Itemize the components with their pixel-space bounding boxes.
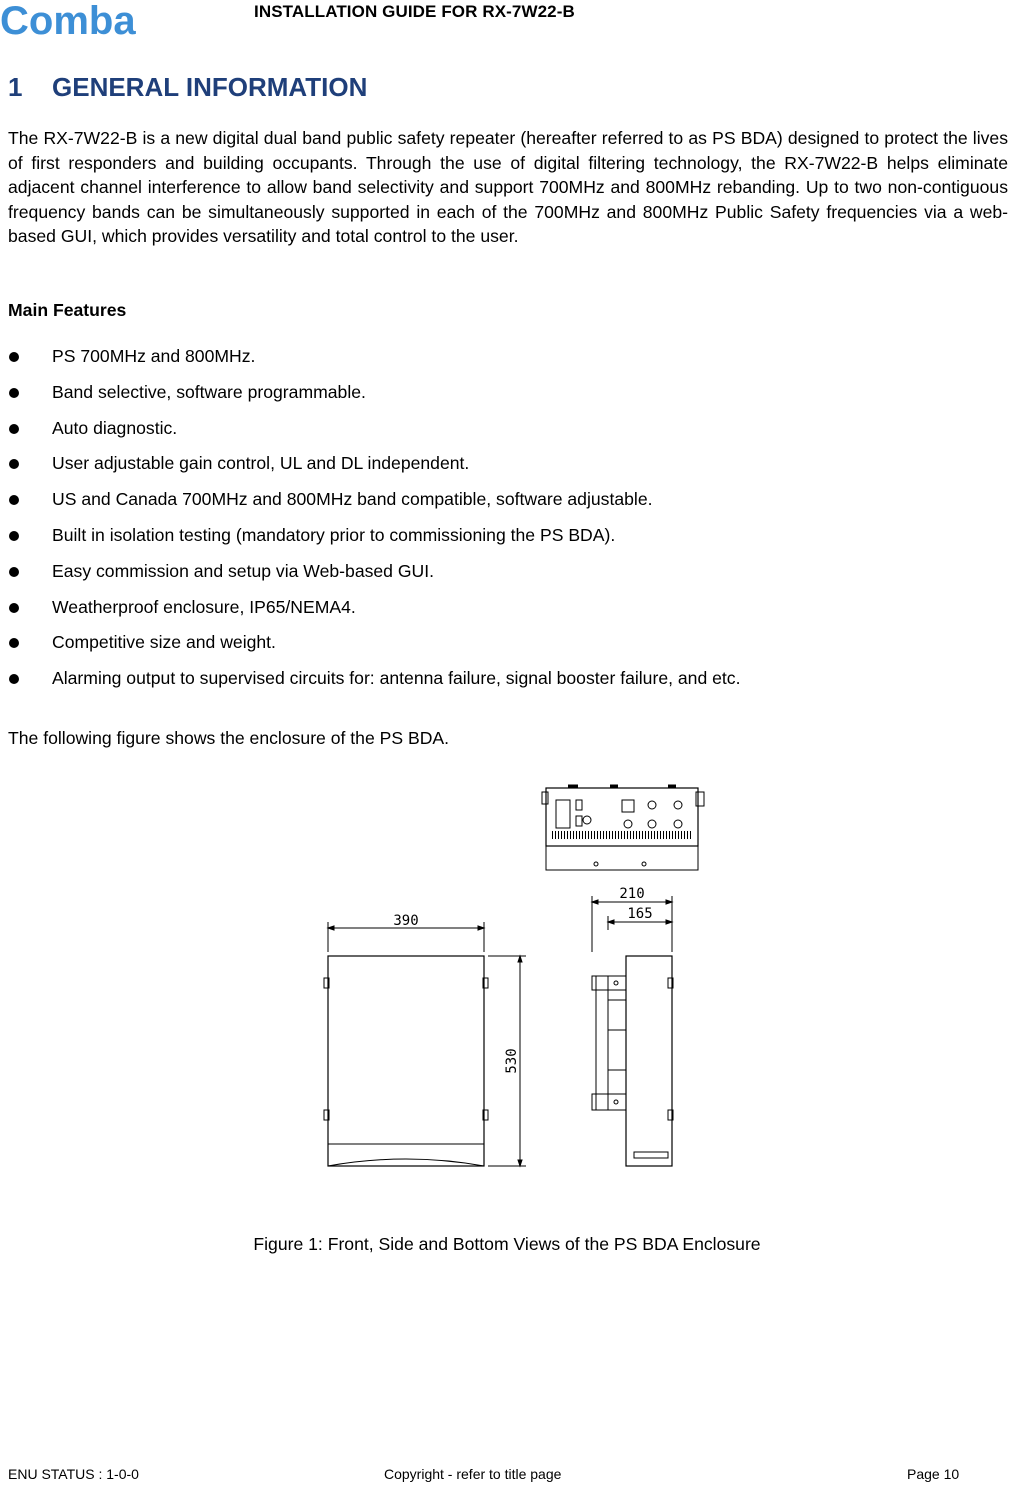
section-number: 1 [8,72,23,102]
depth-body-dimension-label: 165 [627,906,653,922]
list-item: Competitive size and weight. [8,630,740,666]
list-item: Alarming output to supervised circuits for: antenna failure, signal booster failure, and etc. [8,666,740,702]
section-heading [8,72,367,103]
list-item: Band selective, software programmable. [8,380,740,416]
list-item: PS 700MHz and 800MHz. [8,344,740,380]
page-number: Page 10 [907,1466,960,1482]
side-view [592,896,673,1166]
width-dimension-label: 390 [393,913,419,929]
bullet-icon [9,495,19,505]
front-view [324,922,526,1166]
bullet-icon [9,388,19,398]
intro-paragraph: The RX-7W22-B is a new digital dual band public safety repeater (hereafter referred to as PS BDA) designed to protect the lives of first responders and building occupants. Through the use of digital filtering technology, the RX-7W22-B helps eliminate adjacent channel interference to allow band selectivity and support 700MHz and 800MHz rebanding. Up to two non-contiguous frequency bands can be simultaneously supported in each of the 700MHz and 800MHz Public Safety frequencies via a web-based GUI, which provides versatility and total control to the user. [8,128,1008,247]
bullet-icon [9,638,19,648]
bullet-icon [9,674,19,684]
bullet-icon [9,459,19,469]
document-title: INSTALLATION GUIDE FOR RX-7W22-B [254,2,575,21]
list-item: User adjustable gain control, UL and DL independent. [8,451,740,487]
features-list [8,344,740,702]
bullet-icon [9,531,19,541]
list-item: Built in isolation testing (mandatory prior to commissioning the PS BDA). [8,523,740,559]
depth-total-dimension-label: 210 [619,886,645,902]
bottom-view [542,786,704,870]
list-item: Weatherproof enclosure, IP65/NEMA4. [8,595,740,631]
enclosure-drawing [320,780,710,1172]
features-heading: Main Features [8,300,127,320]
logo-text: Comba [0,0,136,42]
figure-intro: The following figure shows the enclosure of the PS BDA. [8,728,450,748]
status-text: ENU STATUS : 1-0-0 [8,1466,139,1482]
bullet-icon [9,352,19,362]
height-dimension-label: 530 [504,1048,520,1074]
bullet-icon [9,567,19,577]
comba-logo [0,0,182,42]
section-title: GENERAL INFORMATION [52,72,368,102]
figure-caption: Figure 1: Front, Side and Bottom Views of the PS BDA Enclosure [253,1234,761,1254]
bullet-icon [9,424,19,434]
list-item: Auto diagnostic. [8,416,740,452]
copyright-text: Copyright - refer to title page [384,1466,562,1482]
bullet-icon [9,603,19,613]
list-item: US and Canada 700MHz and 800MHz band compatible, software adjustable. [8,487,740,523]
list-item: Easy commission and setup via Web-based GUI. [8,559,740,595]
